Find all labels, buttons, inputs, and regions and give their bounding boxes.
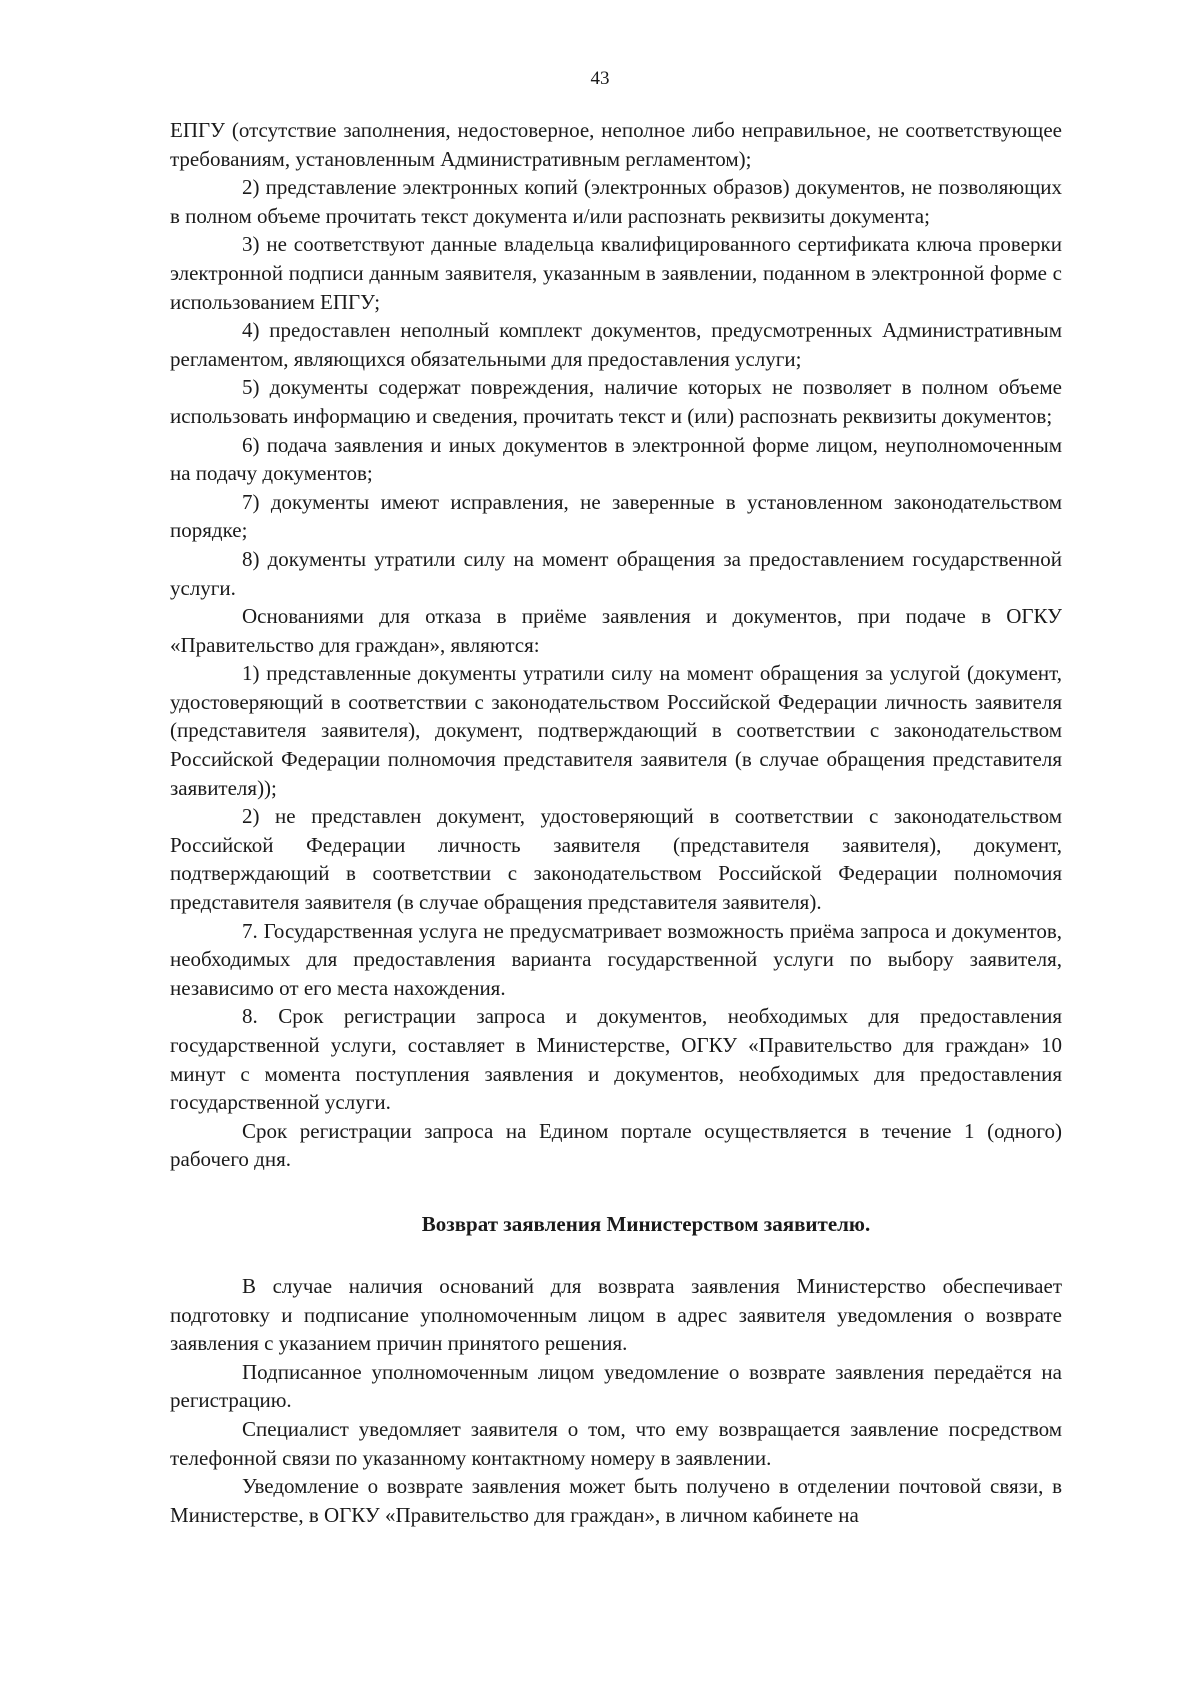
section-application-return [170, 1272, 1062, 1529]
paragraph: 7) документы имеют исправления, не заверенные в установленном законодательством порядке; [170, 489, 1062, 543]
paragraph: Основаниями для отказа в приёме заявления и документов, при подаче в ОГКУ «Правительство для граждан», являются: [170, 604, 1062, 657]
section-rejection-grounds [170, 116, 1062, 1174]
section-heading: Возврат заявления Министерством заявителю. [421, 1211, 871, 1236]
paragraph: 7. Государственная услуга не предусматривает возможность приёма запроса и документов, необходимых для предоставления варианта государственной услуги по выбору заявителя, независимо от его места нахождения. [170, 918, 1062, 1000]
paragraph: ЕПГУ (отсутствие заполнения, недостоверное, неполное либо неправильное, не соответствующее требованиям, установленным Административным регламентом); [170, 118, 1062, 171]
paragraph: 3) не соответствуют данные владельца квалифицированного сертификата ключа проверки электронной подписи данным заявителя, указанным в заявлении, поданном в электронной форме с использованием ЕПГУ; [170, 232, 1062, 314]
paragraph: 6) подача заявления и иных документов в электронной форме лицом, неуполномоченным на подачу документов; [170, 432, 1062, 486]
paragraph: 4) предоставлен неполный комплект документов, предусмотренных Административным регламентом, являющихся обязательными для предоставления услуги; [170, 318, 1062, 371]
paragraph: 5) документы содержат повреждения, наличие которых не позволяет в полном объеме использовать информацию и сведения, прочитать текст и (или) распознать реквизиты документов; [170, 375, 1062, 428]
paragraph: Специалист уведомляет заявителя о том, что ему возвращается заявление посредством телефонной связи по указанному контактному номеру в заявлении. [170, 1416, 1062, 1470]
paragraph: Срок регистрации запроса на Едином портале осуществляется в течение 1 (одного) рабочего дня. [170, 1118, 1062, 1172]
paragraph: 2) представление электронных копий (электронных образов) документов, не позволяющих в полном объеме прочитать текст документа и/или распознать реквизиты документа; [170, 175, 1062, 228]
paragraph: Уведомление о возврате заявления может быть получено в отделении почтовой связи, в Министерстве, в ОГКУ «Правительство для граждан», в личном кабинете на [170, 1474, 1062, 1527]
paragraph: Подписанное уполномоченным лицом уведомление о возврате заявления передаётся на регистрацию. [170, 1359, 1062, 1413]
paragraph: 8. Срок регистрации запроса и документов, необходимых для предоставления государственной услуги, составляет в Министерстве, ОГКУ «Правительство для граждан» 10 минут с момента поступления заявления и документов, необходимых для предоставления государственной услуги. [170, 1004, 1062, 1115]
paragraph: 8) документы утратили силу на момент обращения за предоставлением государственной услуги. [170, 546, 1062, 600]
document-body [170, 0, 1062, 1529]
paragraph: В случае наличия оснований для возврата заявления Министерство обеспечивает подготовку и подписание уполномоченным лицом в адрес заявителя уведомления о возврате заявления с указанием причин принятого решения. [170, 1273, 1062, 1356]
page-number: 43 [590, 68, 610, 89]
paragraph: 2) не представлен документ, удостоверяющий в соответствии с законодательством Российской Федерации личность заявителя (представителя заявителя), документ, подтверждающий в соответствии с законодательством Российской Федерации полномочия представителя заявителя (в случае обращения представителя заявителя). [170, 804, 1062, 915]
paragraph: 1) представленные документы утратили силу на момент обращения за услугой (документ, удостоверяющий в соответствии с законодательством Российской Федерации личность заявителя (представителя заявителя), документ, подтверждающий в соответствии с законодательством Российской Федерации полномочия представителя заявителя (в случае обращения представителя заявителя)); [170, 661, 1062, 800]
